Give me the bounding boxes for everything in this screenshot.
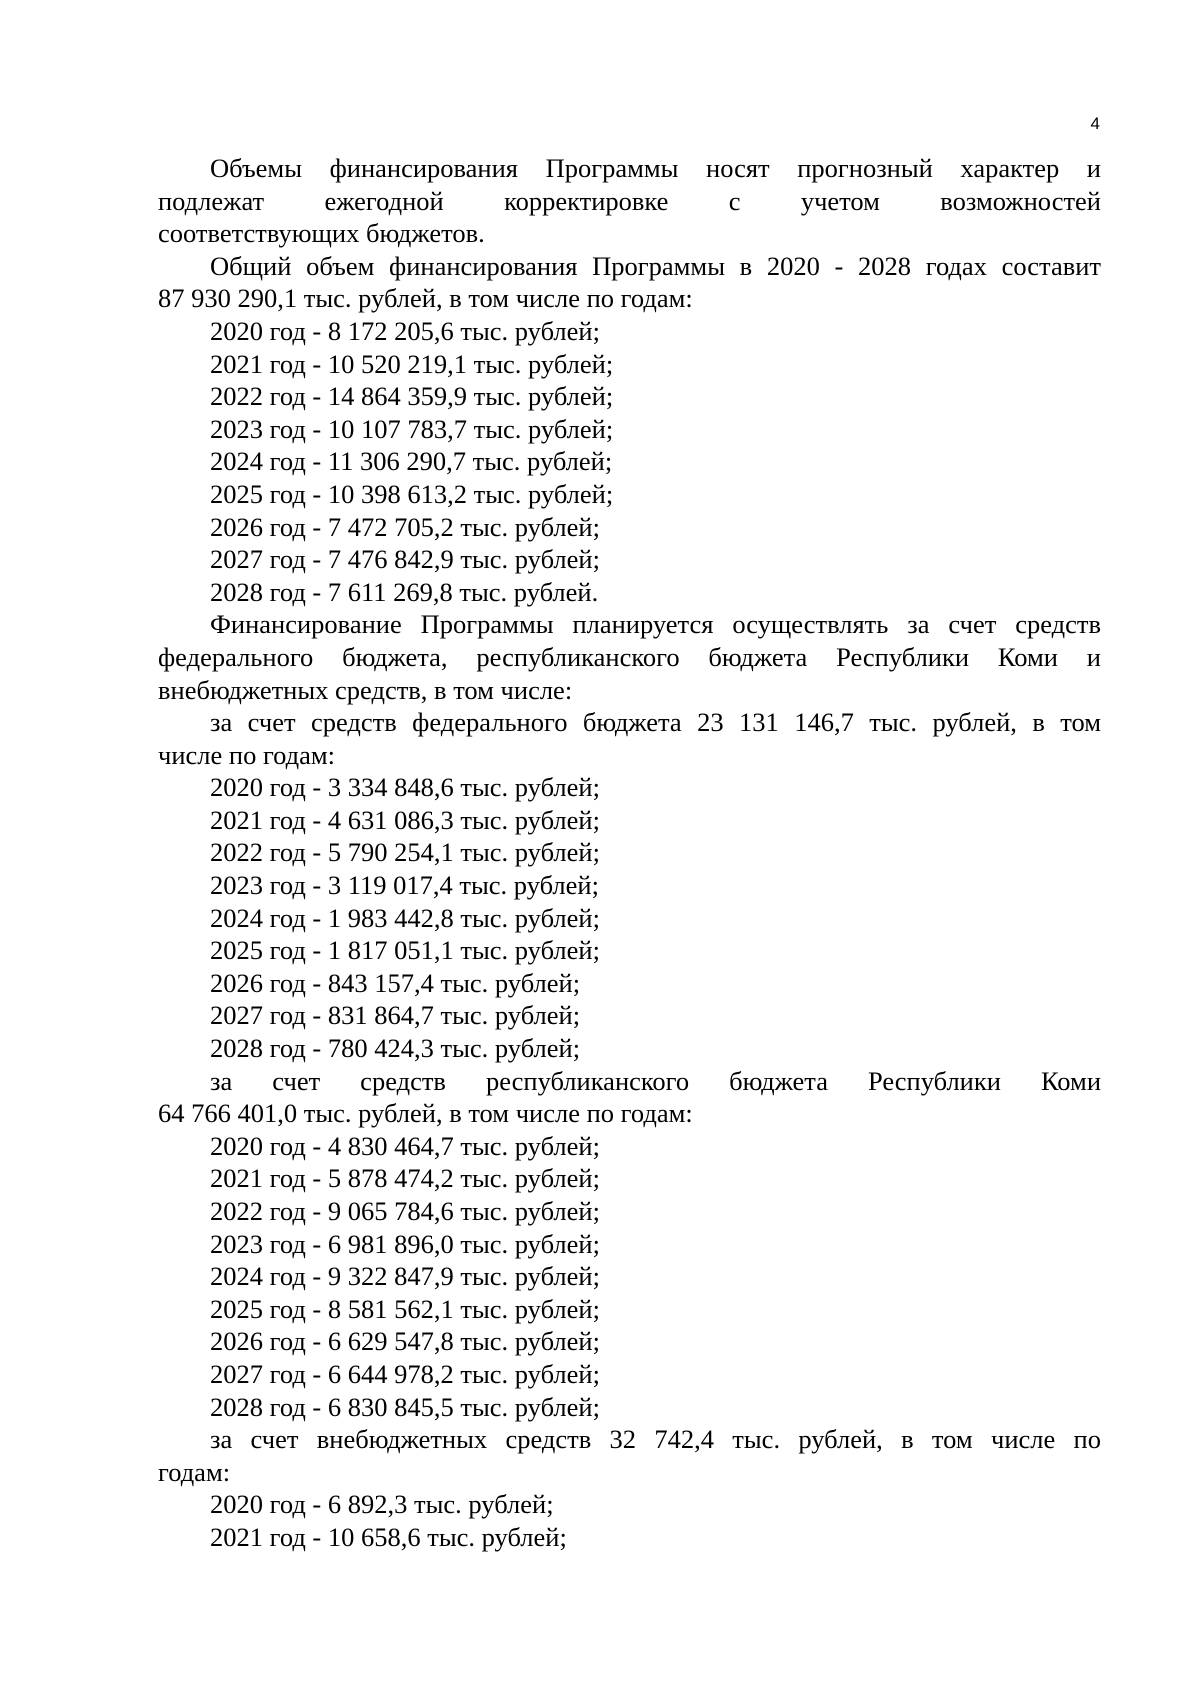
list-item: 2022 год - 9 065 784,6 тыс. рублей; <box>210 1196 600 1226</box>
text-line: федерального бюджета, республиканского бюджета Республики Коми и <box>158 641 1101 672</box>
list-item: 2020 год - 8 172 205,6 тыс. рублей; <box>210 315 600 346</box>
text-line: Общий объем финансирования Программы в 2020 - 2028 годах составит <box>210 250 1101 281</box>
list-item: 2023 год - 6 981 896,0 тыс. рублей; <box>210 1228 600 1259</box>
list-item: 2026 год - 843 157,4 тыс. рублей; <box>210 967 581 998</box>
paragraph-total-volume <box>158 250 1101 315</box>
list-republic-by-year <box>158 1130 1101 1423</box>
list-item: 2023 год - 10 107 783,7 тыс. рублей; <box>210 413 614 444</box>
list-item: 2028 год - 7 611 269,8 тыс. рублей. <box>210 576 599 607</box>
list-item: 2021 год - 5 878 474,2 тыс. рублей; <box>210 1163 600 1194</box>
document-body <box>158 152 1101 1554</box>
paragraph-federal-budget <box>158 706 1101 771</box>
list-item: 2022 год - 14 864 359,9 тыс. рублей; <box>210 381 614 412</box>
list-item: 2027 год - 831 864,7 тыс. рублей; <box>210 1000 581 1031</box>
list-item: 2024 год - 11 306 290,7 тыс. рублей; <box>210 446 613 477</box>
list-item: 2025 год - 8 581 562,1 тыс. рублей; <box>210 1293 600 1324</box>
text-line: за счет средств федерального бюджета 23 131 146,7 тыс. рублей, в том <box>210 707 1101 738</box>
text-line: подлежат ежегодной корректировке с учетом возможностей <box>158 185 1101 216</box>
list-item: 2021 год - 10 658,6 тыс. рублей; <box>210 1521 567 1552</box>
list-item: 2023 год - 3 119 017,4 тыс. рублей; <box>210 870 599 901</box>
text-line: Финансирование Программы планируется осуществлять за счет средств <box>210 609 1101 640</box>
list-extrabudget-by-year <box>158 1488 1101 1553</box>
text-line: Объемы финансирования Программы носят прогнозный характер и <box>210 153 1101 183</box>
paragraph-extrabudgetary-funds <box>158 1423 1101 1488</box>
text-line: за счет внебюджетных средств 32 742,4 тыс. рублей, в том числе по <box>210 1424 1101 1455</box>
list-item: 2020 год - 6 892,3 тыс. рублей; <box>210 1489 554 1520</box>
list-item: 2025 год - 10 398 613,2 тыс. рублей; <box>210 478 614 509</box>
list-item: 2025 год - 1 817 051,1 тыс. рублей; <box>210 935 600 966</box>
list-item: 2024 год - 1 983 442,8 тыс. рублей; <box>210 902 600 933</box>
paragraph-funding-sources <box>158 608 1101 706</box>
list-item: 2021 год - 10 520 219,1 тыс. рублей; <box>210 348 614 379</box>
text-line: за счет средств республиканского бюджета Республики Коми <box>210 1065 1101 1096</box>
list-federal-by-year <box>158 771 1101 1064</box>
list-item: 2027 год - 6 644 978,2 тыс. рублей; <box>210 1358 600 1389</box>
list-item: 2026 год - 6 629 547,8 тыс. рублей; <box>210 1326 600 1357</box>
list-item: 2021 год - 4 631 086,3 тыс. рублей; <box>210 804 600 835</box>
text-line: годам: <box>158 1456 231 1487</box>
list-item: 2022 год - 5 790 254,1 тыс. рублей; <box>210 837 600 868</box>
paragraph-republic-budget <box>158 1065 1101 1130</box>
text-line: числе по годам: <box>158 739 336 770</box>
list-item: 2027 год - 7 476 842,9 тыс. рублей; <box>210 544 600 575</box>
text-line: 87 930 290,1 тыс. рублей, в том числе по годам: <box>158 283 693 314</box>
paragraph-financing-forecast <box>158 152 1101 250</box>
text-line: внебюджетных средств, в том числе: <box>158 674 573 705</box>
list-item: 2024 год - 9 322 847,9 тыс. рублей; <box>210 1261 600 1292</box>
list-item: 2020 год - 3 334 848,6 тыс. рублей; <box>210 772 600 803</box>
list-item: 2028 год - 780 424,3 тыс. рублей; <box>210 1033 581 1064</box>
text-line: 64 766 401,0 тыс. рублей, в том числе по годам: <box>158 1098 693 1129</box>
list-item: 2026 год - 7 472 705,2 тыс. рублей; <box>210 511 600 542</box>
list-total-by-year <box>158 315 1101 608</box>
page-number: 4 <box>1090 114 1100 133</box>
list-item: 2020 год - 4 830 464,7 тыс. рублей; <box>210 1130 600 1161</box>
text-line: соответствующих бюджетов. <box>158 218 485 249</box>
list-item: 2028 год - 6 830 845,5 тыс. рублей; <box>210 1391 600 1422</box>
